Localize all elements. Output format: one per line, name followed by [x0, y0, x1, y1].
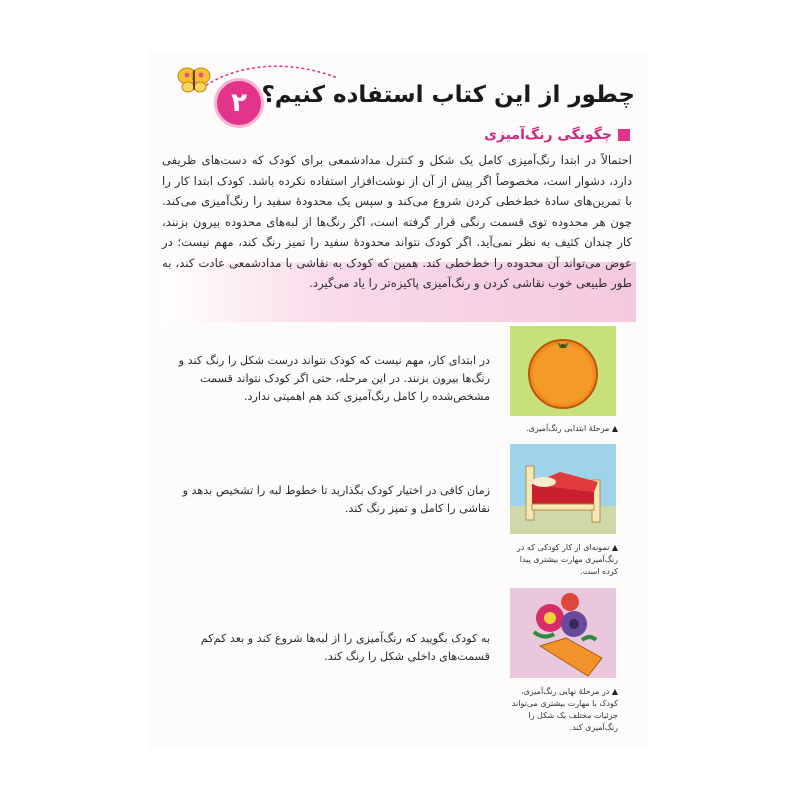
triangle-icon: ▲ — [611, 687, 618, 696]
chapter-number-badge: ۲ — [214, 78, 264, 128]
triangle-icon: ▲ — [611, 424, 618, 433]
step-1-caption — [506, 423, 618, 435]
square-bullet-icon — [618, 129, 630, 141]
step-3-caption — [506, 686, 618, 734]
step-2-text: زمان کافی در اختیار کودک بگذارید تا خطوط لبه را تشخیص بدهد و نقاشی را کامل و تمیز رنگ کند. — [182, 484, 490, 515]
section-heading-row — [440, 124, 630, 146]
step-3-caption-text: در مرحلهٔ نهایی رنگ‌آمیزی، کودک با مهارت بیشتری می‌تواند جزئیات مختلف یک شکل را رنگ‌آمیزی کند. — [511, 687, 618, 732]
orange-illustration — [510, 326, 616, 416]
intro-paragraph: احتمالاً در ابتدا رنگ‌آمیزی کامل یک شکل و کنترل مداد‌شمعی برای کودک که دست‌های ظریفی دارد، دشوار است، مخصوصاً اگر پیش از آن از نوشت‌افزار استفاده نکرده باشد. کودک ابتدا کار را با تمرین‌های سادهٔ خط‌خطی کردن شروع می‌کند و سپس یک محدودهٔ سفید را رنگ‌آمیزی می‌کند. چون هر محدوده توی قسمت رنگی قرار گرفته است، اگر رنگ‌ها از لبه‌های محدوده بیرون بزنند، کار چندان کثیف به نظر نمی‌آید. اگر کودک نتواند محدودهٔ سفید را تمیز رنگ کند، مهم نیست؛ در عوض می‌تواند آن محدوده را خط‌خطی کند. همین که کودک به نقاشی با مداد‌شمعی عادت کند، به طور طبیعی خوب نقاشی کردن و رنگ‌آمیزی پاکیزه‌تر را یاد می‌گیرد. — [162, 153, 632, 290]
step-1-text: در ابتدای کار، مهم نیست که کودک نتواند درست شکل را رنگ کند و رنگ‌ها بیرون بزنند. در این مرحله، حتی اگر کودک نتواند قسمت مشخص‌شده را کامل رنگ‌آمیزی کند هم اهمیتی ندارد. — [178, 354, 490, 403]
bouquet-illustration — [510, 588, 616, 678]
step-2-caption-text: نمونه‌ای از کار کودکی که در رنگ‌آمیزی مهارت بیشتری پیدا کرده است. — [516, 543, 618, 576]
step-2-caption — [506, 542, 618, 578]
step-3-text: به کودک بگویید که رنگ‌آمیزی را از لبه‌ها شروع کند و بعد کم‌کم قسمت‌های داخلی شکل را رنگ کند. — [200, 632, 490, 663]
triangle-icon: ▲ — [611, 543, 618, 552]
section-heading: چگونگی رنگ‌آمیزی — [484, 127, 612, 143]
butterfly-icon — [176, 64, 212, 94]
step-1-caption-text: مرحلهٔ ابتدایی رنگ‌آمیزی. — [526, 424, 610, 433]
page-title: چطور از این کتاب استفاده کنیم؟ — [261, 82, 635, 108]
bed-illustration — [510, 444, 616, 534]
